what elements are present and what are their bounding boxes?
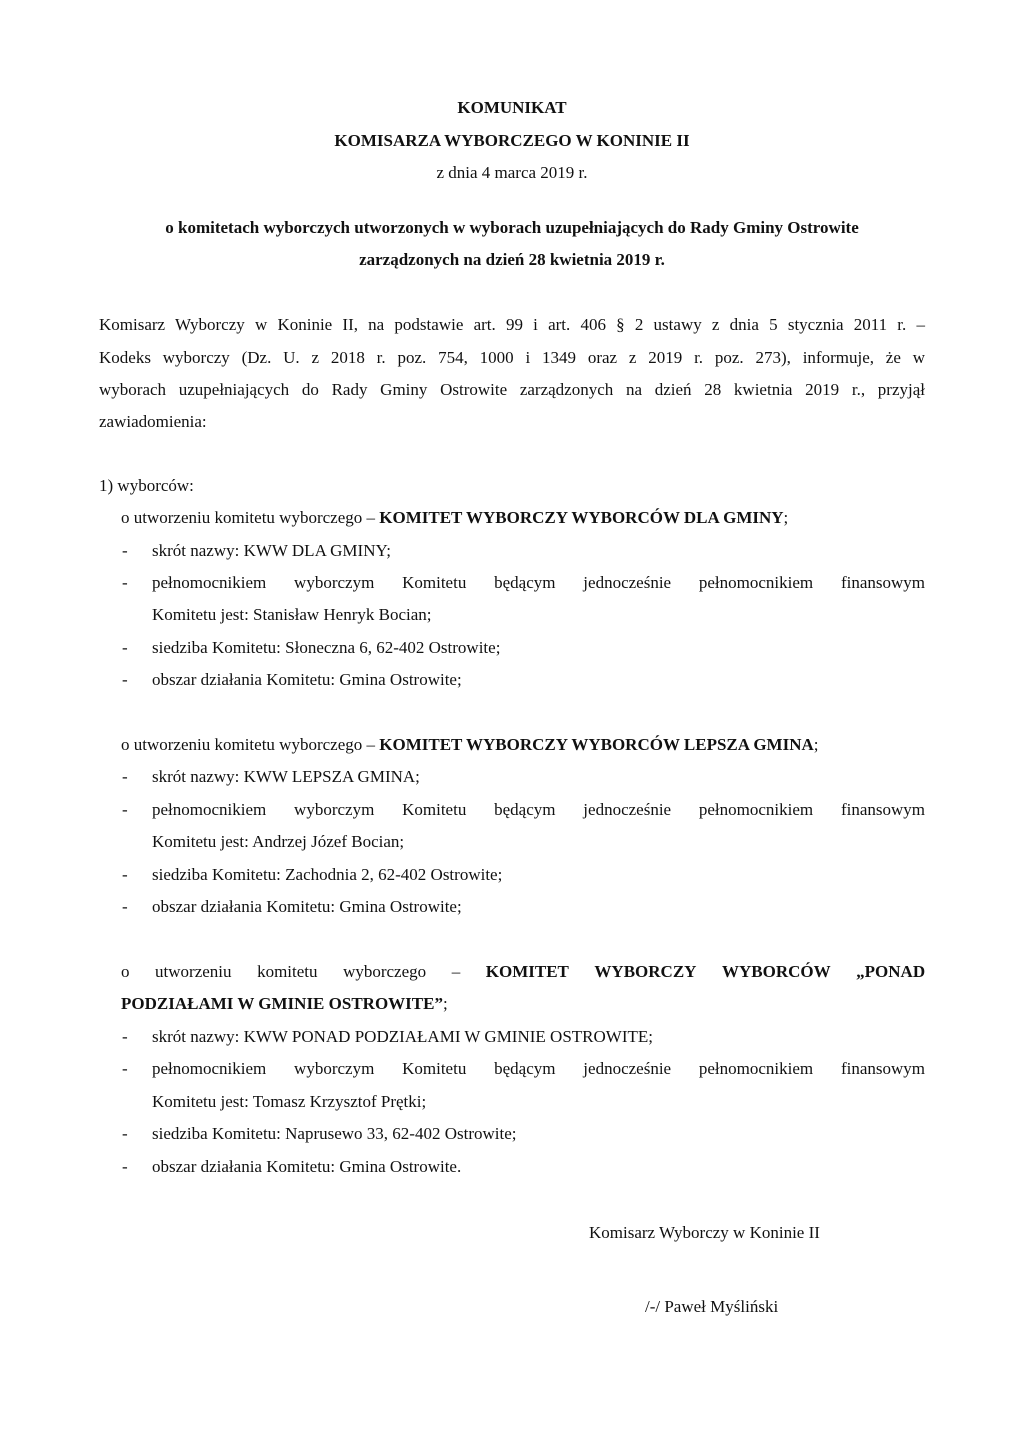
document-subject-line-2: zarządzonych na dzień 28 kwietnia 2019 r. <box>359 250 665 269</box>
committee-3-intro-word: o <box>121 962 130 981</box>
bullet-dash: - <box>122 1124 128 1143</box>
bullet-dash: - <box>122 1027 128 1046</box>
signature-title: Komisarz Wyborczy w Koninie II <box>589 1223 820 1242</box>
committee-2-area: obszar działania Komitetu: Gmina Ostrowite; <box>152 897 462 916</box>
committee-3-name-word: WYBORCZY <box>594 962 697 981</box>
document-date: z dnia 4 marca 2019 r. <box>436 163 588 182</box>
committee-2-notice <box>121 735 819 755</box>
committee-2-abbrev: skrót nazwy: KWW LEPSZA GMINA; <box>152 767 420 786</box>
intro-line-2: Kodeks wyborczy (Dz. U. z 2018 r. poz. 754, 1000 i 1349 oraz z 2019 r. poz. 273), informuje, że w <box>99 348 925 367</box>
signature-name: /-/ Paweł Myśliński <box>645 1297 779 1316</box>
committee-3-area: obszar działania Komitetu: Gmina Ostrowite. <box>152 1157 462 1176</box>
intro-line-1: Komisarz Wyborczy w Koninie II, na podstawie art. 99 i art. 406 § 2 ustawy z dnia 5 stycznia 2011 r. – <box>99 315 925 334</box>
bullet-dash: - <box>122 865 128 884</box>
bullet-dash: - <box>122 670 128 689</box>
committee-2-proxy-line-1: pełnomocnikiem wyborczym Komitetu będącym jednocześnie pełnomocnikiem finansowym <box>152 800 925 819</box>
bullet-dash: - <box>122 800 128 819</box>
committee-3-proxy-line-2: Komitetu jest: Tomasz Krzysztof Prętki; <box>152 1092 427 1111</box>
committee-2-proxy-line-2: Komitetu jest: Andrzej Józef Bocian; <box>152 832 405 851</box>
committee-1-terminator: ; <box>783 508 789 527</box>
committee-3-abbrev: skrót nazwy: KWW PONAD PODZIAŁAMI W GMINIE OSTROWITE; <box>152 1027 653 1046</box>
bullet-dash: - <box>122 1059 128 1078</box>
committee-3-terminator: ; <box>442 994 448 1013</box>
committee-2-name: KOMITET WYBORCZY WYBORCÓW LEPSZA GMINA <box>379 735 814 754</box>
committee-3-name-word: „PONAD <box>856 962 926 981</box>
section-heading: 1) wyborców: <box>99 476 194 495</box>
committee-1-area: obszar działania Komitetu: Gmina Ostrowite; <box>152 670 462 689</box>
committee-3-intro-word: wyborczego <box>343 962 427 981</box>
committee-3-seat: siedziba Komitetu: Naprusewo 33, 62-402 Ostrowite; <box>152 1124 517 1143</box>
document-issuer: KOMISARZA WYBORCZEGO W KONINIE II <box>334 131 690 150</box>
committee-3-intro-word: utworzeniu <box>155 962 232 981</box>
intro-line-4: zawiadomienia: <box>99 412 207 431</box>
bullet-dash: - <box>122 767 128 786</box>
bullet-dash: - <box>122 541 128 560</box>
committee-1-abbrev: skrót nazwy: KWW DLA GMINY; <box>152 541 391 560</box>
document-title: KOMUNIKAT <box>457 98 567 117</box>
committee-1-name: KOMITET WYBORCZY WYBORCÓW DLA GMINY <box>379 508 784 527</box>
document-subject-line-1: o komitetach wyborczych utworzonych w wyborach uzupełniających do Rady Gminy Ostrowite <box>165 218 859 237</box>
committee-3-notice-line-1 <box>121 962 925 982</box>
bullet-dash: - <box>122 638 128 657</box>
bullet-dash: - <box>122 1157 128 1176</box>
committee-2-intro: o utworzeniu komitetu wyborczego – <box>121 735 375 754</box>
committee-3-name-line-2: PODZIAŁAMI W GMINIE OSTROWITE” <box>121 994 443 1013</box>
committee-2-terminator: ; <box>813 735 819 754</box>
committee-2-seat: siedziba Komitetu: Zachodnia 2, 62-402 Ostrowite; <box>152 865 503 884</box>
committee-3-proxy-line-1: pełnomocnikiem wyborczym Komitetu będącym jednocześnie pełnomocnikiem finansowym <box>152 1059 925 1078</box>
committee-3-name-word: KOMITET <box>485 962 569 981</box>
committee-1-proxy-line-1: pełnomocnikiem wyborczym Komitetu będącym jednocześnie pełnomocnikiem finansowym <box>152 573 925 592</box>
committee-3-notice-line-2 <box>121 994 448 1014</box>
bullet-dash: - <box>122 573 128 592</box>
committee-1-proxy-line-2: Komitetu jest: Stanisław Henryk Bocian; <box>152 605 432 624</box>
intro-line-3: wyborach uzupełniających do Rady Gminy Ostrowite zarządzonych na dzień 28 kwietnia 2019 r., przyjął <box>99 380 925 399</box>
committee-1-intro: o utworzeniu komitetu wyborczego – <box>121 508 375 527</box>
committee-1-seat: siedziba Komitetu: Słoneczna 6, 62-402 Ostrowite; <box>152 638 501 657</box>
committee-3-name-word: WYBORCÓW <box>721 962 831 981</box>
committee-3-intro-word: komitetu <box>257 962 318 981</box>
bullet-dash: - <box>122 897 128 916</box>
committee-1-notice <box>121 508 788 528</box>
committee-3-intro-word: – <box>451 962 461 981</box>
